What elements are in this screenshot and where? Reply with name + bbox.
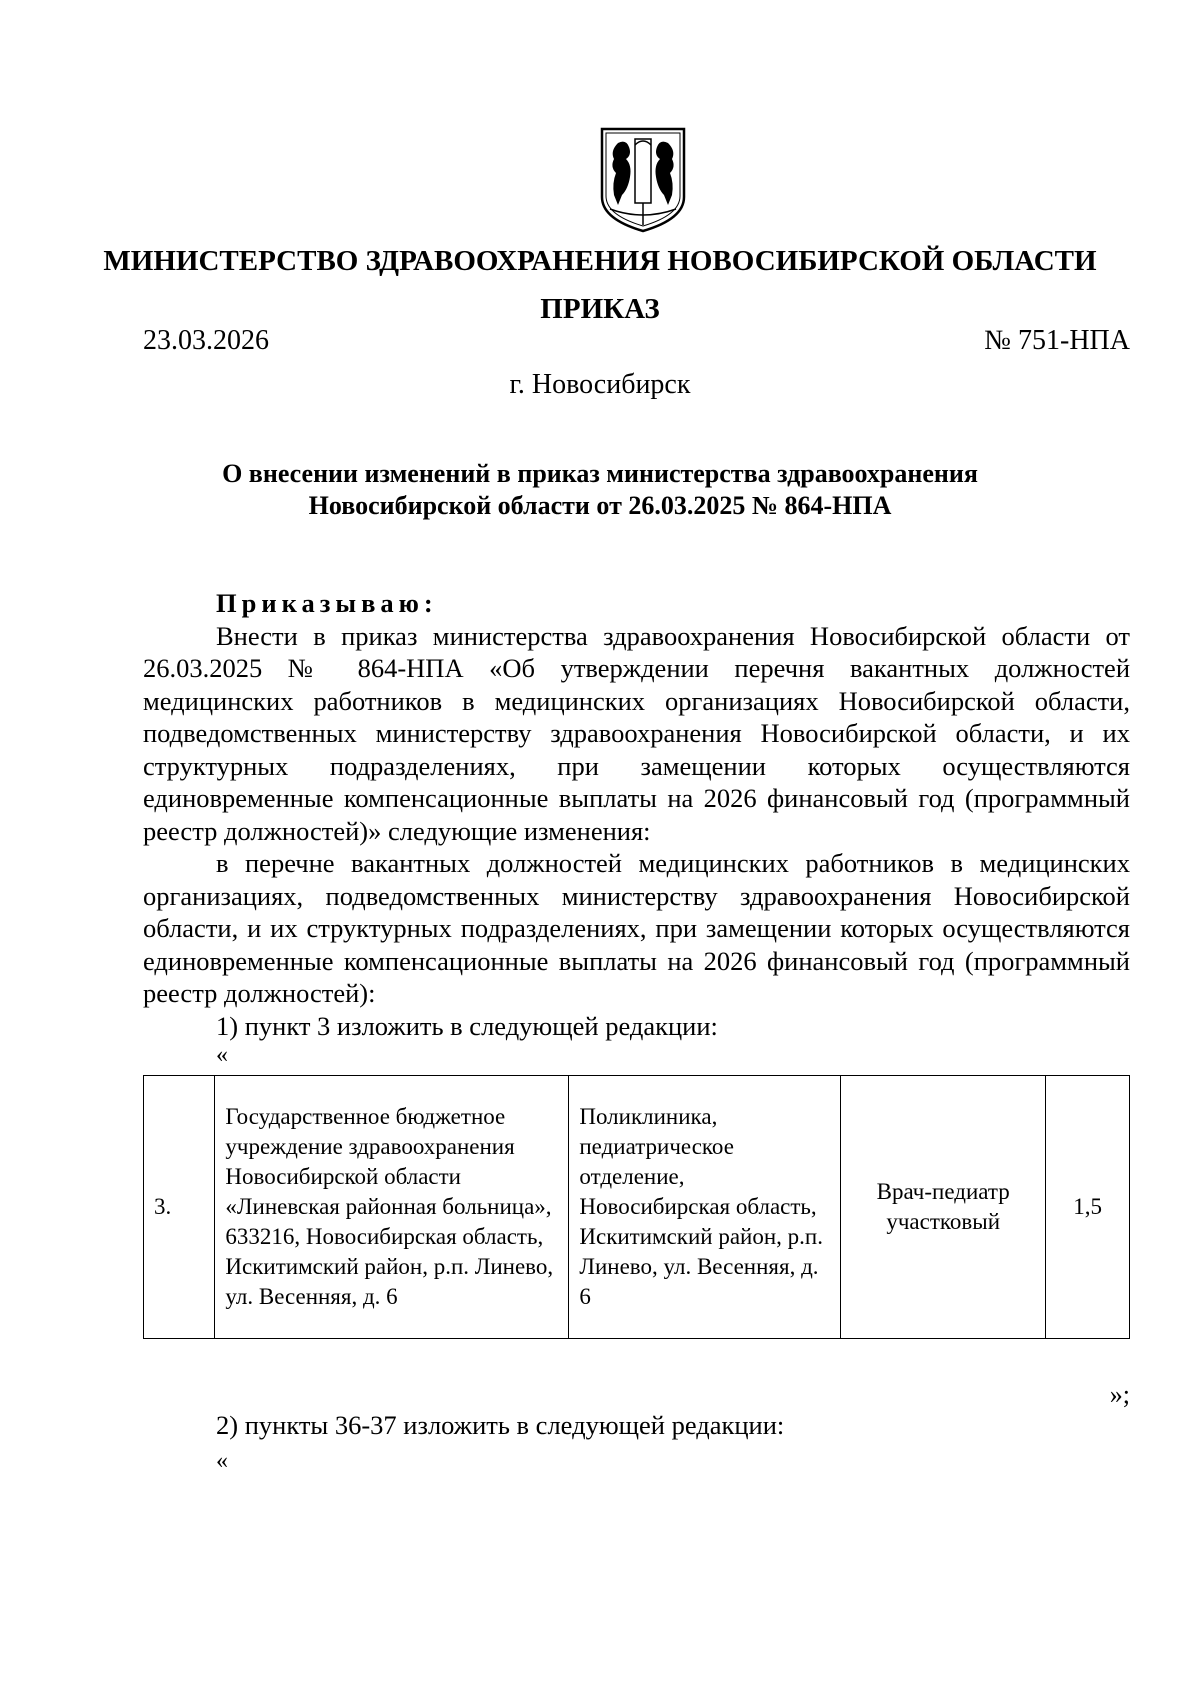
order-word: Приказываю: — [216, 588, 438, 618]
rate-cell: 1,5 — [1046, 1076, 1130, 1339]
document-number: № 751-НПА — [984, 325, 1130, 356]
coat-of-arms-icon — [596, 125, 690, 235]
document-subject — [0, 458, 1200, 522]
document-body — [143, 587, 1130, 1068]
organization-cell: Государственное бюджетное учреждение здравоохранения Новосибирской области «Линевская районная больница», 633216, Новосибирская область, Искитимский район, р.п. Линево, ул. Весенняя, д. 6 — [215, 1076, 569, 1339]
document-type: ПРИКАЗ — [540, 293, 660, 325]
subject-line-2: Новосибирской области от 26.03.2025 № 864-НПА — [308, 491, 892, 520]
paragraph-2: в перечне вакантных должностей медицинских работников в медицинских организациях, подведомственных министерству здравоохранения Новосибирской области, и их структурных подразделениях, при замещении которых осуществляются единовременные компенсационные выплаты на 2026 финансовый год (программный реестр должностей): — [143, 848, 1130, 1008]
item-2: 2) пункты 36-37 изложить в следующей редакции: — [216, 1410, 785, 1440]
document-city: г. Новосибирск — [509, 369, 691, 400]
quote-close: »; — [1109, 1380, 1130, 1409]
item-1: 1) пункт 3 изложить в следующей редакции: — [216, 1010, 718, 1041]
ministry-name: МИНИСТЕРСТВО ЗДРАВООХРАНЕНИЯ НОВОСИБИРСКОЙ ОБЛАСТИ — [103, 245, 1097, 277]
quote-open: « — [216, 1042, 228, 1068]
paragraph-1: Внести в приказ министерства здравоохранения Новосибирской области от 26.03.2025 № 864-НПА «Об утверждении перечня вакантных должностей медицинских работников в медицинских организациях Новосибирской области, подведомственных министерству здравоохранения Новосибирской области, и их структурных подразделениях, при замещении которых осуществляются единовременные компенсационные выплаты на 2026 финансовый год (программный реестр должностей)» следующие изменения: — [143, 620, 1130, 846]
unit-cell: Поликлиника, педиатрическое отделение, Новосибирская область, Искитимский район, р.п. Линево, ул. Весенняя, д. 6 — [569, 1076, 841, 1339]
amendment-table — [143, 1075, 1130, 1339]
document-date: 23.03.2026 — [143, 325, 269, 356]
row-number: 3. — [144, 1076, 215, 1339]
quote-open-2: « — [216, 1448, 228, 1474]
subject-line-1: О внесении изменений в приказ министерства здравоохранения — [222, 459, 978, 488]
position-cell: Врач-педиатр участковый — [841, 1076, 1046, 1339]
table-row — [144, 1076, 1130, 1339]
